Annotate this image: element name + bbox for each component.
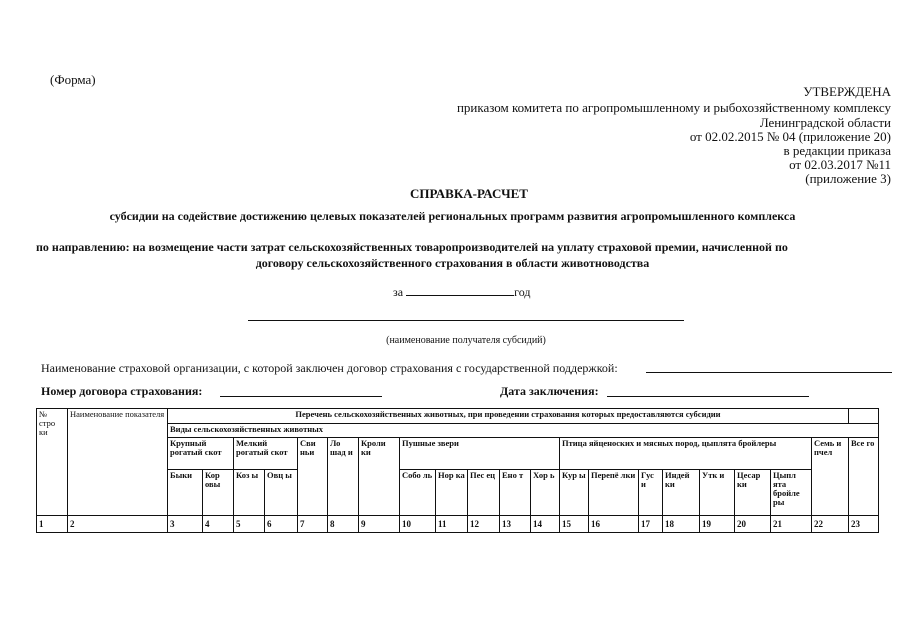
approval-appendix: (приложение 3) <box>805 171 891 186</box>
sub-broilers: Цыпл ята бройле ры <box>771 470 812 516</box>
contract-date-field[interactable] <box>607 396 809 397</box>
column-number: 10 <box>400 516 436 533</box>
group-small-cattle: Мелкий рогатый скот <box>234 438 298 470</box>
sub-bulls: Быки <box>168 470 203 516</box>
column-number: 1 <box>37 516 68 533</box>
column-number: 12 <box>468 516 500 533</box>
header-indicator-name: Наименование показателя <box>68 409 168 516</box>
sub-guinea-fowl: Цесар ки <box>735 470 771 516</box>
column-number: 8 <box>328 516 359 533</box>
sub-turkeys: Индей ки <box>663 470 700 516</box>
column-number: 13 <box>500 516 531 533</box>
column-number: 3 <box>168 516 203 533</box>
approval-region: Ленинградской области <box>759 115 891 130</box>
approval-date: от 02.02.2015 № 04 (приложение 20) <box>689 129 891 144</box>
column-number: 21 <box>771 516 812 533</box>
column-number: 6 <box>265 516 298 533</box>
contract-date-label: Дата заключения: <box>500 384 599 398</box>
column-number: 7 <box>298 516 328 533</box>
sub-mink: Нор ка <box>436 470 468 516</box>
group-pigs: Сви ньи <box>298 438 328 516</box>
column-number: 19 <box>700 516 735 533</box>
column-number: 20 <box>735 516 771 533</box>
column-number: 9 <box>359 516 400 533</box>
column-number: 15 <box>560 516 589 533</box>
sub-sable: Собо ль <box>400 470 436 516</box>
calculation-table <box>36 408 879 533</box>
group-rabbits: Кроли ки <box>359 438 400 516</box>
column-number: 18 <box>663 516 700 533</box>
document-subtitle: субсидии на содействие достижению целевых показателей региональных программ развития агропромышленного комплекса <box>109 209 796 223</box>
group-poultry: Птица яйценоских и мясных пород, цыплята бройлеры <box>560 438 812 470</box>
header-empty-cell <box>849 409 879 424</box>
sub-raccoon: Ено т <box>500 470 531 516</box>
insurer-name-field[interactable] <box>646 372 892 373</box>
column-number: 23 <box>849 516 879 533</box>
contract-number-label: Номер договора страхования: <box>41 384 203 398</box>
group-fur-animals: Пушные звери <box>400 438 560 470</box>
direction-line-1: по направлению: на возмещение части затрат сельскохозяйственных товаропроизводителей на уплату страховой премии, начисленной по <box>36 240 788 254</box>
header-row-number: № стро ки <box>37 409 68 516</box>
group-bee-families: Семь и пчел <box>812 438 849 516</box>
sub-quail: Перепё лки <box>589 470 639 516</box>
header-animals-list: Перечень сельскохозяйственных животных, при проведении страхования которых предоставляются субсидии <box>168 409 849 424</box>
sub-hens: Кур ы <box>560 470 589 516</box>
approval-edition-date: от 02.03.2017 №11 <box>789 157 891 172</box>
column-number: 22 <box>812 516 849 533</box>
recipient-caption: (наименование получателя субсидий) <box>386 335 546 346</box>
group-total: Все го <box>849 438 879 516</box>
column-number: 16 <box>589 516 639 533</box>
column-number: 11 <box>436 516 468 533</box>
period-year-field[interactable] <box>406 284 514 296</box>
period-prefix: за <box>393 285 404 299</box>
insurer-label: Наименование страховой организации, с которой заключен договор страхования с государственной поддержкой: <box>41 361 618 375</box>
sub-sheep: Овц ы <box>265 470 298 516</box>
group-cattle: Крупный рогатый скот <box>168 438 234 470</box>
sub-cows: Кор овы <box>203 470 234 516</box>
approval-title: УТВЕРЖДЕНА <box>803 84 891 99</box>
sub-ferret: Хор ь <box>531 470 560 516</box>
form-label: (Форма) <box>50 72 96 87</box>
group-horses: Ло шад и <box>328 438 359 516</box>
column-number: 4 <box>203 516 234 533</box>
period-line <box>393 284 530 300</box>
sub-geese: Гус и <box>639 470 663 516</box>
column-number: 5 <box>234 516 265 533</box>
column-number: 2 <box>68 516 168 533</box>
header-animal-types: Виды сельскохозяйственных животных <box>168 424 879 438</box>
column-number: 14 <box>531 516 560 533</box>
approval-edition: в редакции приказа <box>783 143 891 158</box>
sub-goats: Коз ы <box>234 470 265 516</box>
approval-order: приказом комитета по агропромышленному и рыбохозяйственному комплексу <box>456 100 891 115</box>
contract-number-field[interactable] <box>220 396 382 397</box>
sub-arctic-fox: Пес ец <box>468 470 500 516</box>
recipient-name-field[interactable] <box>248 320 684 321</box>
sub-ducks: Утк и <box>700 470 735 516</box>
period-suffix: год <box>514 285 531 299</box>
document-title: СПРАВКА-РАСЧЕТ <box>410 186 528 201</box>
column-number: 17 <box>639 516 663 533</box>
direction-line-2: договору сельскохозяйственного страхования в области животноводства <box>255 256 650 270</box>
